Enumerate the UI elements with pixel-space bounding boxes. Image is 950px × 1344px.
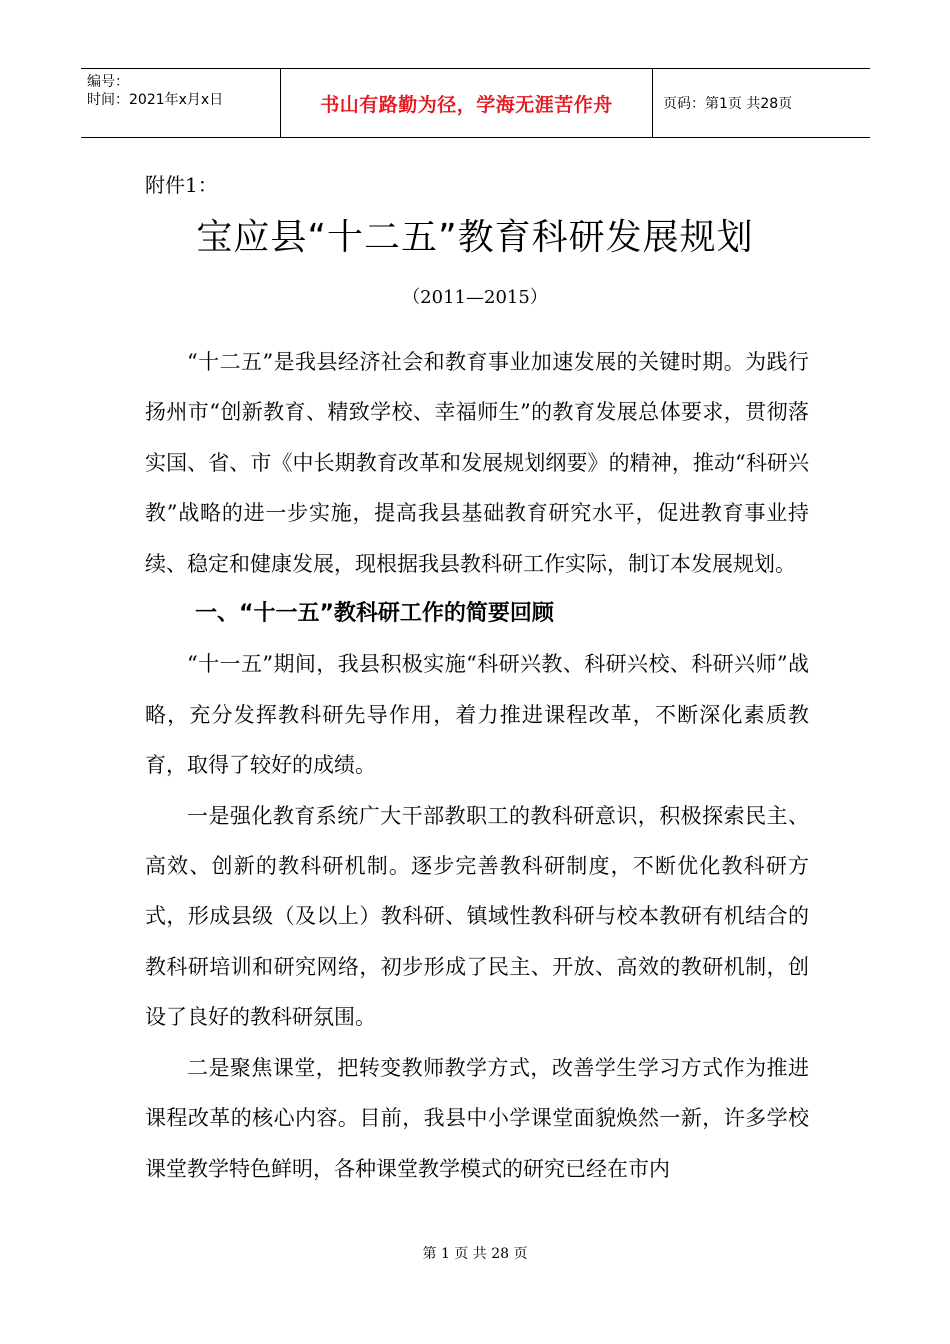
page-footer: 第 1 页 共 28 页 <box>422 1246 528 1262</box>
header-motto-cell <box>281 69 653 137</box>
document-body <box>145 337 809 1194</box>
attachment-label: 附件1： <box>145 173 218 197</box>
section-heading: 一、“十一五”教科研工作的简要回顾 <box>195 601 554 627</box>
body-paragraph: 一是强化教育系统广大干部教职工的教科研意识，积极探索民主、高效、创新的教科研机制。逐步完善教科研制度，不断优化教科研方式，形成县级（及以上）教科研、镇域性教科研与校本教研有机结合的教科研培训和研究网络，初步形成了民主、开放、高效的教研机制，创设了良好的教科研氛围。 <box>145 803 809 1030</box>
document-date: 时间：2021年x月x日 <box>87 92 224 108</box>
page-header <box>81 68 870 138</box>
document-title: 宝应县“十二五”教育科研发展规划 <box>196 217 754 258</box>
header-meta <box>81 69 281 137</box>
document-number-label: 编号： <box>87 74 129 90</box>
intro-paragraph: “十二五”是我县经济社会和教育事业加速发展的关键时期。为践行扬州市“创新教育、精致学校、幸福师生”的教育发展总体要求，贯彻落实国、省、市《中长期教育改革和发展规划纲要》的精神，推动“科研兴教”战略的进一步实施，提高我县基础教育研究水平，促进教育事业持续、稳定和健康发展，现根据我县教科研工作实际，制订本发展规划。 <box>145 350 809 576</box>
body-paragraph: “十一五”期间，我县积极实施“科研兴教、科研兴校、科研兴师”战略，充分发挥教科研先导作用，着力推进课程改革，不断深化素质教育，取得了较好的成绩。 <box>145 652 809 778</box>
body-paragraph: 二是聚焦课堂，把转变教师教学方式，改善学生学习方式作为推进课程改革的核心内容。目前，我县中小学课堂面貌焕然一新，许多学校课堂教学特色鲜明，各种课堂教学模式的研究已经在市内 <box>145 1055 809 1181</box>
document-subtitle: （2011—2015） <box>402 287 548 308</box>
header-page-info: 页码：第1页 共28页 <box>663 96 793 112</box>
header-motto: 书山有路勤为径，学海无涯苦作舟 <box>320 93 613 116</box>
